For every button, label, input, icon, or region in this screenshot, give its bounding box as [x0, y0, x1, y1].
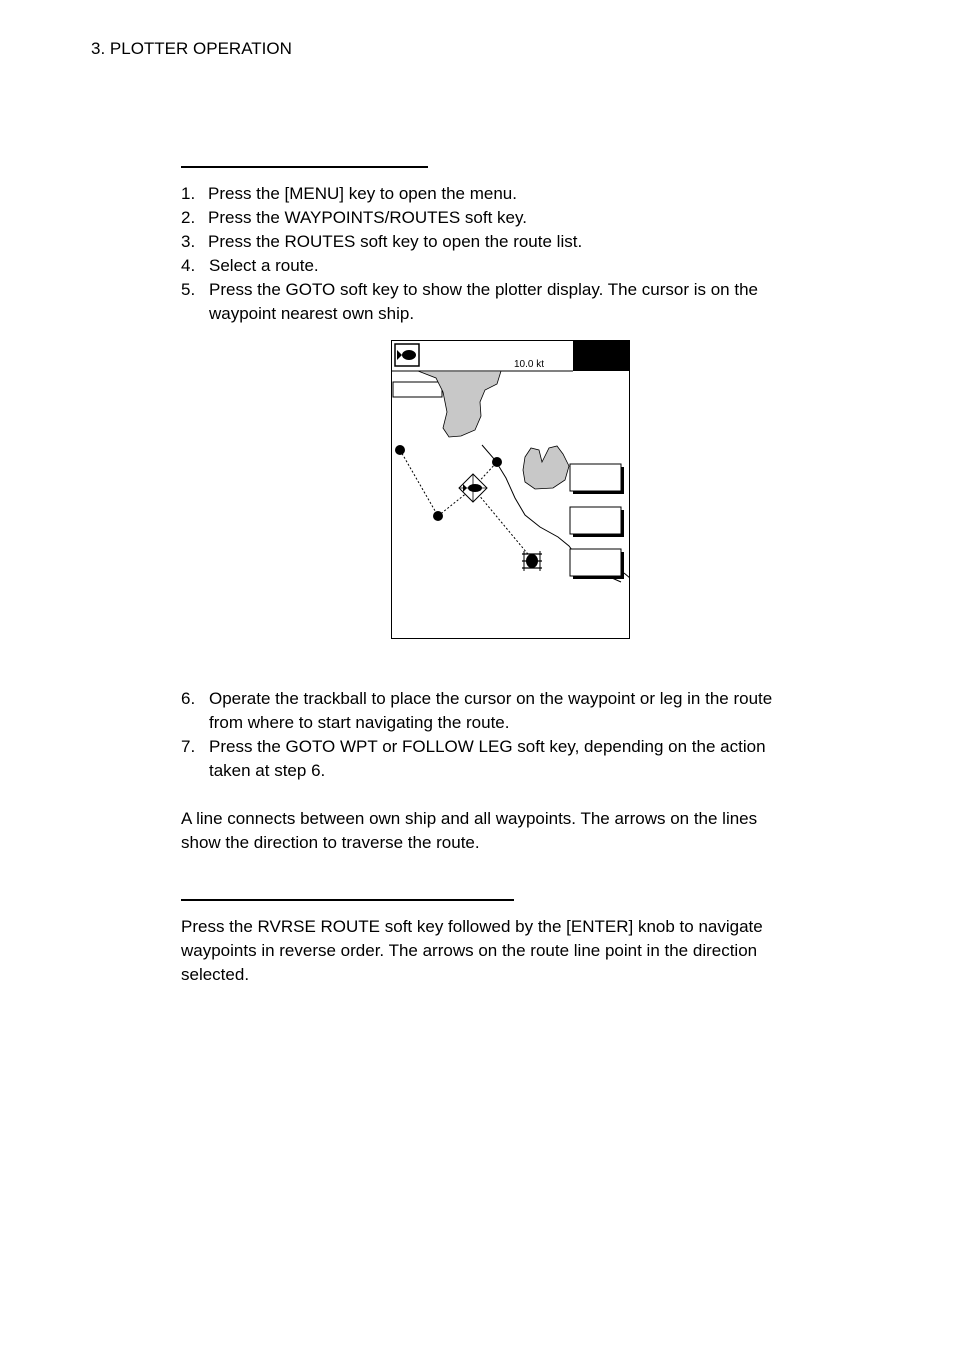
step-number: 4.: [181, 256, 196, 275]
step-number: 6.: [181, 689, 196, 708]
step-number: 3.: [181, 232, 196, 251]
paragraph-line: waypoints in reverse order. The arrows on the route line point in the direction: [181, 941, 758, 960]
step-3: [181, 230, 831, 254]
step-text-line-1: Press the GOTO soft key to show the plotter display. The cursor is on the: [209, 280, 758, 299]
section-rule-2: [181, 899, 514, 901]
step-text-line-1: Press the GOTO WPT or FOLLOW LEG soft key, depending on the action: [209, 737, 766, 756]
section-rule-1: [181, 166, 428, 168]
step-text-line-2: taken at step 6.: [209, 761, 326, 780]
step-1: [181, 182, 831, 206]
waypoint-1: [395, 445, 405, 455]
step-7: [181, 735, 831, 783]
fish-mode-icon: [395, 344, 419, 366]
waypoint-3: [492, 457, 502, 467]
paragraph-line: A line connects between own ship and all waypoints. The arrows on the lines: [181, 809, 758, 828]
step-text-line-2: from where to start navigating the route.: [209, 713, 510, 732]
step-text: Press the [MENU] key to open the menu.: [208, 184, 517, 203]
soft-key-box-2: [570, 507, 624, 537]
step-text: Press the WAYPOINTS/ROUTES soft key.: [208, 208, 527, 227]
paragraph-route-lines: [181, 807, 831, 855]
step-5: [181, 278, 831, 326]
soft-key-box-1: [570, 464, 624, 494]
step-number: 5.: [181, 280, 196, 299]
paragraph-line: show the direction to traverse the route.: [181, 833, 480, 852]
speed-readout: 10.0 kt: [514, 359, 545, 370]
range-label-box: [393, 382, 442, 397]
step-number: 1.: [181, 184, 196, 203]
step-text-line-2: waypoint nearest own ship.: [209, 304, 415, 323]
plotter-display-figure: [391, 340, 630, 639]
page-header: 3. PLOTTER OPERATION: [91, 39, 292, 58]
step-text-line-1: Operate the trackball to place the cursor on the waypoint or leg in the route: [209, 689, 773, 708]
step-number: 7.: [181, 737, 196, 756]
paragraph-line: selected.: [181, 965, 250, 984]
soft-key-box-3: [570, 549, 624, 579]
step-4: [181, 254, 831, 278]
paragraph-line: Press the RVRSE ROUTE soft key followed by the [ENTER] knob to navigate: [181, 917, 763, 936]
step-text: Press the ROUTES soft key to open the route list.: [208, 232, 583, 251]
step-text: Select a route.: [209, 256, 319, 275]
waypoint-2: [433, 511, 443, 521]
step-2: [181, 206, 831, 230]
step-6: [181, 687, 831, 735]
step-number: 2.: [181, 208, 196, 227]
paragraph-reverse-route: [181, 915, 831, 987]
crab-mark-icon: [522, 551, 542, 571]
status-bar-black-box: [573, 340, 630, 371]
